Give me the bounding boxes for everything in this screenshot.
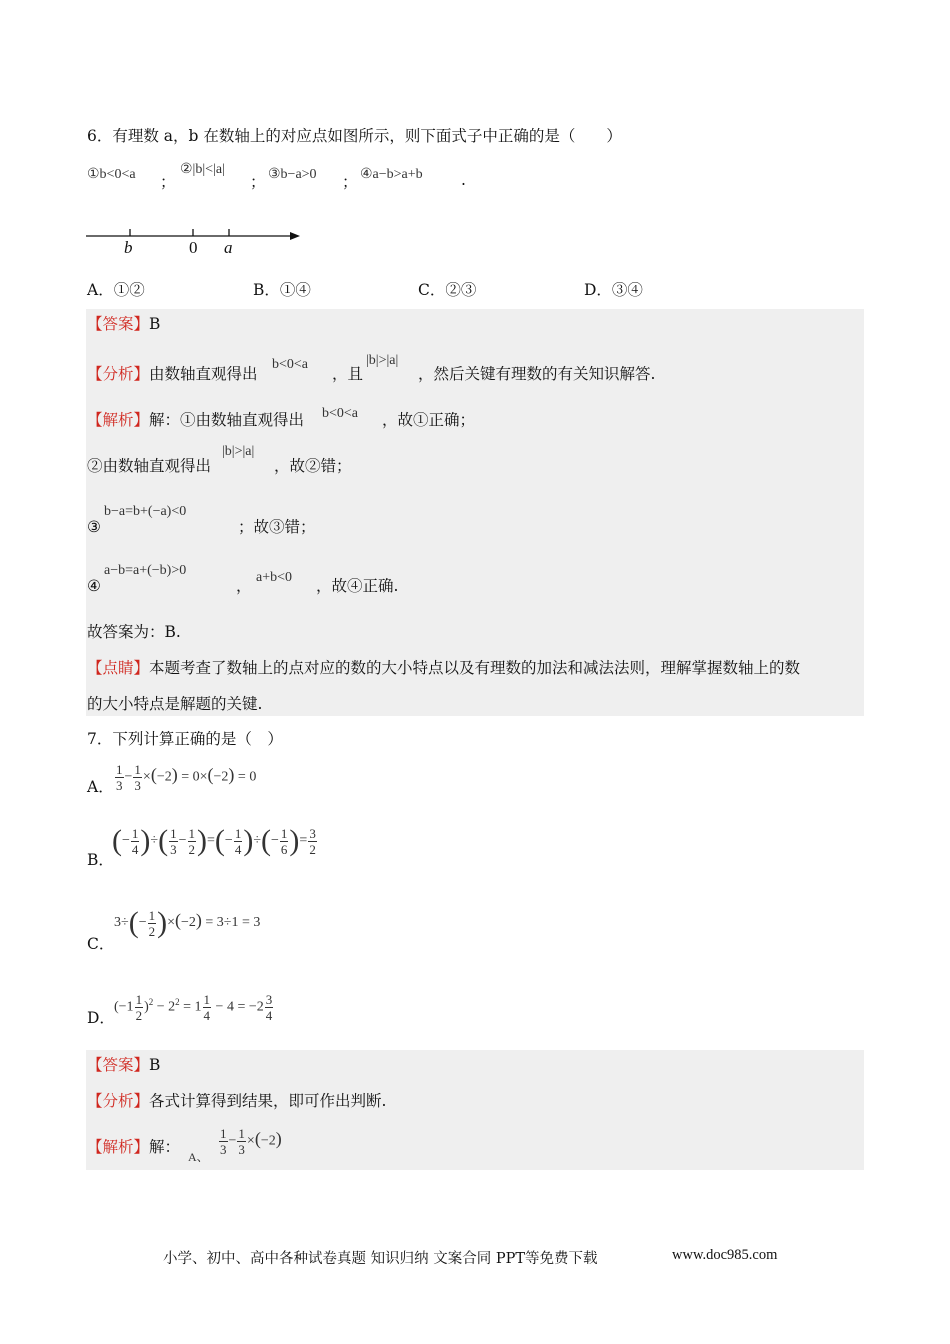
solution-tag: 【解析】 xyxy=(87,1138,150,1156)
analysis-math-1: b<0<a xyxy=(272,357,309,372)
solution-text-4b: ，故④正确. xyxy=(316,577,399,595)
q7-option-a-expr: $\frac{1}{3}$ − $\frac{1}{3}$ ×(−2) = 0×(−2) = 0 xyxy=(116,762,257,793)
solution-math-2: |b|>|a| xyxy=(222,444,255,459)
q7-option-a-label: A． xyxy=(87,778,114,796)
q6-stem: 6．有理数 a，b 在数轴上的对应点如图所示，则下面式子中正确的是（ ） xyxy=(87,127,622,145)
analysis-math-2: |b|>|a| xyxy=(366,353,399,368)
solution-text-2a: ②由数轴直观得出 xyxy=(87,457,212,475)
solution-math-1: b<0<a xyxy=(322,406,359,421)
q7-solution-line xyxy=(87,1137,180,1157)
q7-stem: 7．下列计算正确的是（ ） xyxy=(87,730,283,748)
q6-option-d: D．③④ xyxy=(584,281,643,299)
q6-answer-line xyxy=(87,314,160,334)
answer-value: B xyxy=(149,315,161,333)
q6-option-b: B．①④ xyxy=(253,281,311,299)
footer-text: 小学、初中、高中各种试卷真题 知识归纳 文案合同 PPT等免费下载 xyxy=(163,1251,598,1267)
comment-text-1: 本题考查了数轴上的点对应的数的大小特点以及有理数的加法和减法法则，理解掌握数轴上的数 xyxy=(149,659,801,677)
q6-final-answer: 故答案为：B. xyxy=(87,623,181,641)
solution-math-4a: a−b=a+(−b)>0 xyxy=(104,563,187,578)
q6-statement-3: ③b−a>0 xyxy=(268,167,317,182)
solution-text-4-comma: ， xyxy=(236,577,252,595)
solution-text: 解： xyxy=(149,1138,181,1156)
q7-option-c-expr: 3÷(− $\frac{1}{2}$ )×(−2) = 3÷1 = 3 xyxy=(114,906,261,939)
q6-solution-line-1 xyxy=(87,410,304,430)
analysis-text: 各式计算得到结果，即可作出判断. xyxy=(149,1092,387,1110)
solution-tag: 【解析】 xyxy=(87,411,150,429)
q7-solution-a-label: A、 xyxy=(188,1150,209,1164)
axis-label-zero: 0 xyxy=(189,238,198,257)
q6-option-c: C．②③ xyxy=(418,281,477,299)
q6-option-a: A．①② xyxy=(87,281,145,299)
answer-value: B xyxy=(149,1056,161,1074)
q7-option-d-expr: (−1 $\frac{1}{2}$ )$^2 - 2^2 = 1$ $\frac{1}{4}$ − 4 = −2 $\frac{3}{4}$ xyxy=(114,992,273,1023)
solution-text-2b: ，故②错； xyxy=(274,457,352,475)
q6-statement-4: ④a−b>a+b xyxy=(360,167,423,182)
q6-semicolon-1: ； xyxy=(160,173,176,191)
solution-math-4b: a+b<0 xyxy=(256,570,293,585)
solution-text-4a: ④ xyxy=(87,577,101,595)
q7-option-b-label: B． xyxy=(87,851,114,869)
q6-statement-1: ①b<0<a xyxy=(87,167,136,182)
solution-text-3b: ；故③错； xyxy=(238,518,316,536)
q7-option-d-label: D． xyxy=(87,1009,115,1027)
solution-text-3a: ③ xyxy=(87,518,101,536)
analysis-text-1: 由数轴直观得出 xyxy=(149,365,258,383)
q6-semicolon-3: ； xyxy=(342,173,358,191)
solution-text-1b: ，故①正确； xyxy=(382,411,476,429)
analysis-text-2: ，且 xyxy=(332,365,364,383)
footer-url[interactable]: www.doc985.com xyxy=(672,1247,778,1263)
q7-option-c-label: C． xyxy=(87,935,115,953)
q6-analysis-line xyxy=(87,364,258,384)
answer-tag: 【答案】 xyxy=(87,1056,150,1074)
q6-period: . xyxy=(461,171,466,189)
q7-solution-expr: $\frac{1}{3}$ − $\frac{1}{3}$ ×(−2) xyxy=(220,1126,282,1157)
axis-label-a: a xyxy=(224,238,233,257)
analysis-tag: 【分析】 xyxy=(87,1092,150,1110)
q7-answer-line xyxy=(87,1055,160,1075)
q6-comment-line-1 xyxy=(87,658,800,678)
analysis-text-3: ，然后关键有理数的有关知识解答. xyxy=(418,365,656,383)
solution-text-1a: 解：①由数轴直观得出 xyxy=(149,411,305,429)
q6-statement-2: ②|b|<|a| xyxy=(180,162,225,177)
answer-tag: 【答案】 xyxy=(87,315,150,333)
solution-math-3: b−a=b+(−a)<0 xyxy=(104,504,187,519)
axis-label-b: b xyxy=(124,238,133,257)
q7-option-b-expr: (− $\frac{1}{4}$ )÷( $\frac{1}{3}$ − $\frac{1}{2}$ )=(− $\frac{1}{4}$ )÷(− $\frac{1}{6}$ )= $\frac{3}{2}$ xyxy=(112,824,316,857)
comment-tag: 【点睛】 xyxy=(87,659,150,677)
comment-text-2: 的大小特点是解题的关键. xyxy=(87,695,263,713)
q6-semicolon-2: ； xyxy=(250,173,266,191)
q7-analysis-line xyxy=(87,1091,386,1111)
analysis-tag: 【分析】 xyxy=(87,365,150,383)
